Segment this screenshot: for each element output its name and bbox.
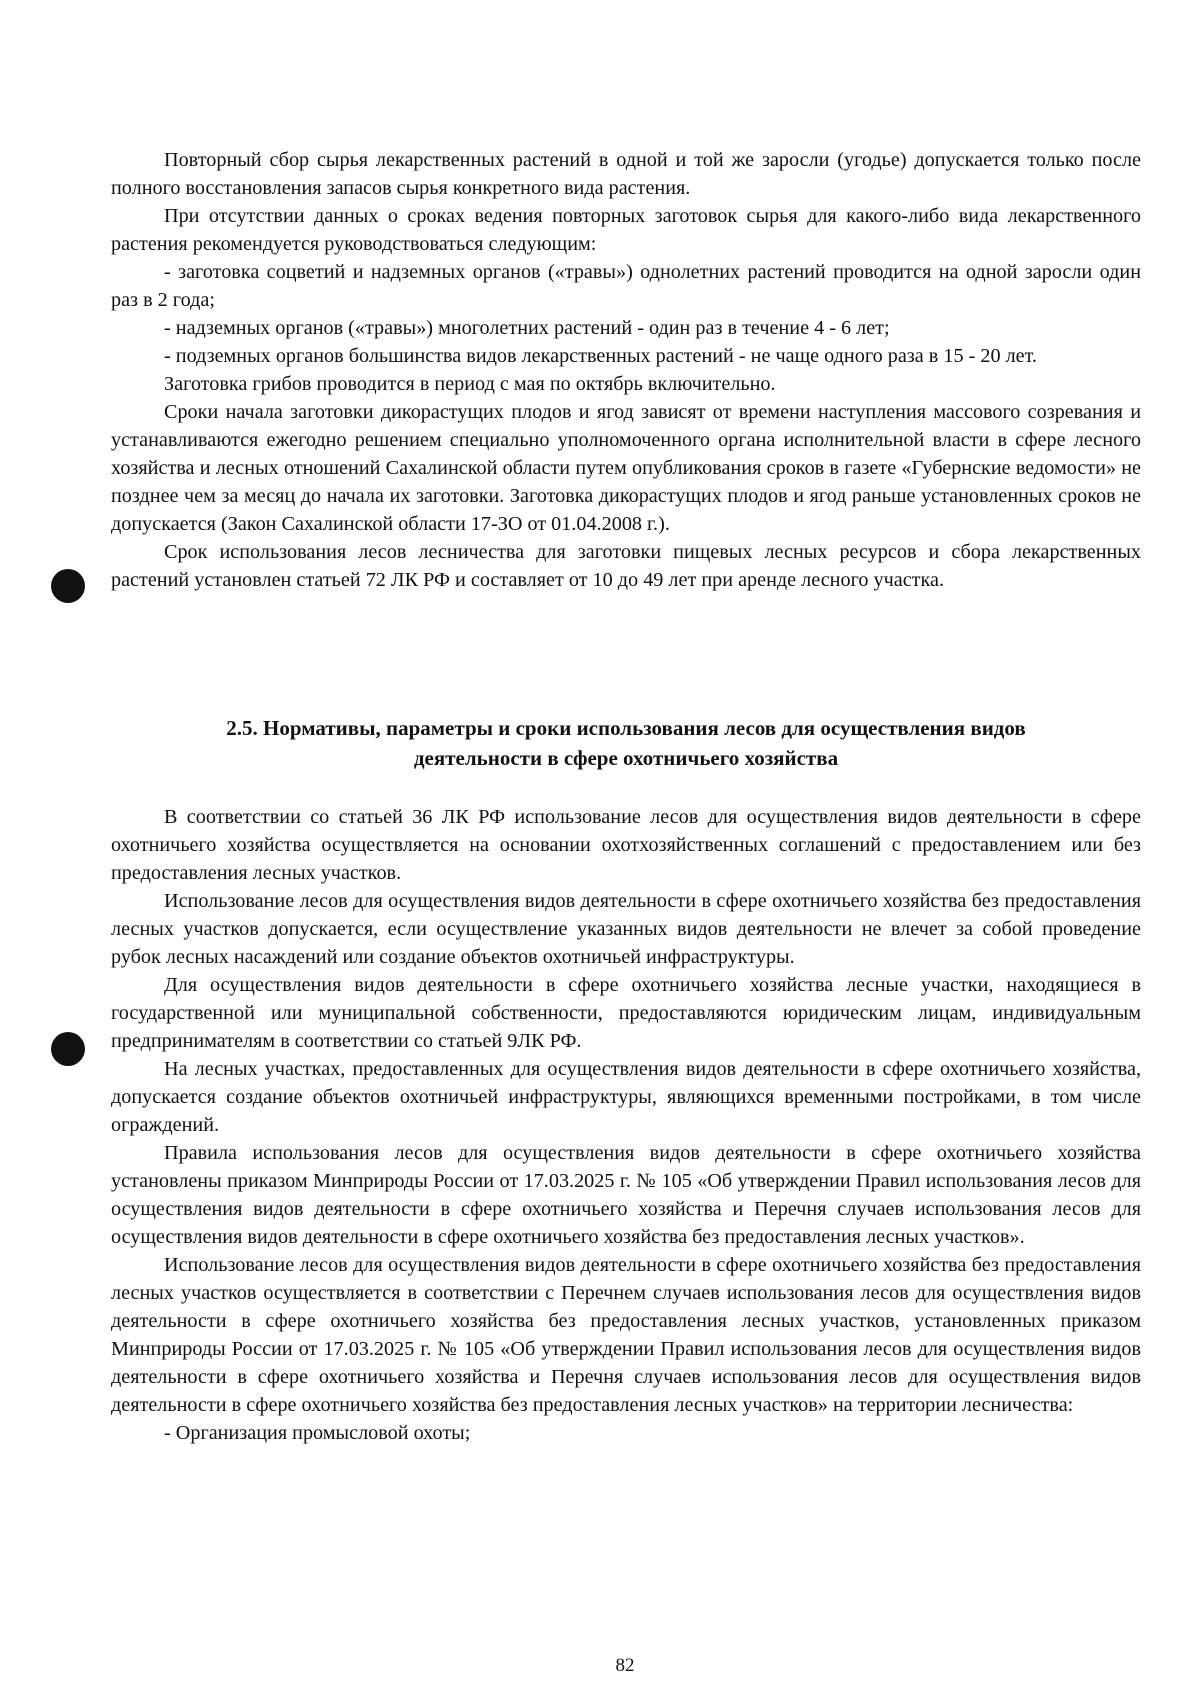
paragraph: Использование лесов для осуществления видов деятельности в сфере охотничьего хозяйства без предоставления лесных участков осуществляется в соответствии с Перечнем случаев использования лесов для осуществления видов деятельности в сфере охотничьего хозяйства без предоставления лесных участков, установленных приказом Минприроды России от 17.03.2025 г. № 105 «Об утверждении Правил использования лесов для осуществления видов деятельности в сфере охотничьего хозяйства и Перечня случаев использования лесов для осуществления видов деятельности в сфере охотничьего хозяйства без предоставления лесных участков» на территории лесничества: <box>111 1254 1141 1416</box>
paragraph: Для осуществления видов деятельности в сфере охотничьего хозяйства лесные участки, находящиеся в государственной или муниципальной собственности, предоставляются юридическим лицам, индивидуальным предпринимателям в соответствии со статьей 9ЛК РФ. <box>111 974 1141 1052</box>
page-number: 82 <box>615 1655 635 1676</box>
paragraph: Повторный сбор сырья лекарственных растений в одной и той же заросли (угодье) допускается только после полного восстановления запасов сырья конкретного вида растения. <box>111 149 1141 199</box>
paragraph: Срок использования лесов лесничества для заготовки пищевых лесных ресурсов и сбора лекарственных растений установлен статьей 72 ЛК РФ и составляет от 10 до 49 лет при аренде лесного участка. <box>111 541 1141 591</box>
punch-hole-bottom <box>51 1032 85 1066</box>
section-heading <box>111 713 1141 773</box>
section-body-top <box>111 146 1141 594</box>
section-heading-line: 2.5. Нормативы, параметры и сроки использования лесов для осуществления видов <box>226 716 1026 740</box>
paragraph: Заготовка грибов проводится в период с мая по октябрь включительно. <box>164 373 776 395</box>
section-body-bottom <box>111 803 1141 1447</box>
paragraph: Сроки начала заготовки дикорастущих плодов и ягод зависят от времени наступления массового созревания и устанавливаются ежегодно решением специально уполномоченного органа исполнительной власти в сфере лесного хозяйства и лесных отношений Сахалинской области путем опубликования сроков в газете «Губернские ведомости» не позднее чем за месяц до начала их заготовки. Заготовка дикорастущих плодов и ягод раньше установленных сроков не допускается (Закон Сахалинской области 17-ЗО от 01.04.2008 г.). <box>111 401 1141 535</box>
paragraph: Правила использования лесов для осуществления видов деятельности в сфере охотничьего хозяйства установлены приказом Минприроды России от 17.03.2025 г. № 105 «Об утверждении Правил использования лесов для осуществления видов деятельности в сфере охотничьего хозяйства и Перечня случаев использования лесов для осуществления видов деятельности в сфере охотничьего хозяйства без предоставления лесных участков». <box>111 1142 1141 1248</box>
paragraph: При отсутствии данных о сроках ведения повторных заготовок сырья для какого-либо вида лекарственного растения рекомендуется руководствоваться следующим: <box>111 205 1141 255</box>
list-item: - заготовка соцветий и надземных органов («травы») однолетних растений проводится на одной заросли один раз в 2 года; <box>111 261 1141 311</box>
paragraph: На лесных участках, предоставленных для осуществления видов деятельности в сфере охотничьего хозяйства, допускается создание объектов охотничьей инфраструктуры, являющихся временными постройками, в том числе ограждений. <box>111 1058 1141 1136</box>
list-item: - подземных органов большинства видов лекарственных растений - не чаще одного раза в 15 - 20 лет. <box>164 345 1037 367</box>
list-item: - надземных органов («травы») многолетних растений - один раз в течение 4 - 6 лет; <box>164 317 890 339</box>
paragraph: В соответствии со статьей 36 ЛК РФ использование лесов для осуществления видов деятельности в сфере охотничьего хозяйства осуществляется на основании охотхозяйственных соглашений с предоставлением или без предоставления лесных участков. <box>111 806 1141 884</box>
section-heading-line: деятельности в сфере охотничьего хозяйства <box>413 746 839 770</box>
list-item: - Организация промысловой охоты; <box>164 1422 471 1444</box>
punch-hole-top <box>51 569 85 603</box>
paragraph: Использование лесов для осуществления видов деятельности в сфере охотничьего хозяйства без предоставления лесных участков допускается, если осуществление указанных видов деятельности не влечет за собой проведение рубок лесных насаждений или создание объектов охотничьей инфраструктуры. <box>111 890 1141 968</box>
